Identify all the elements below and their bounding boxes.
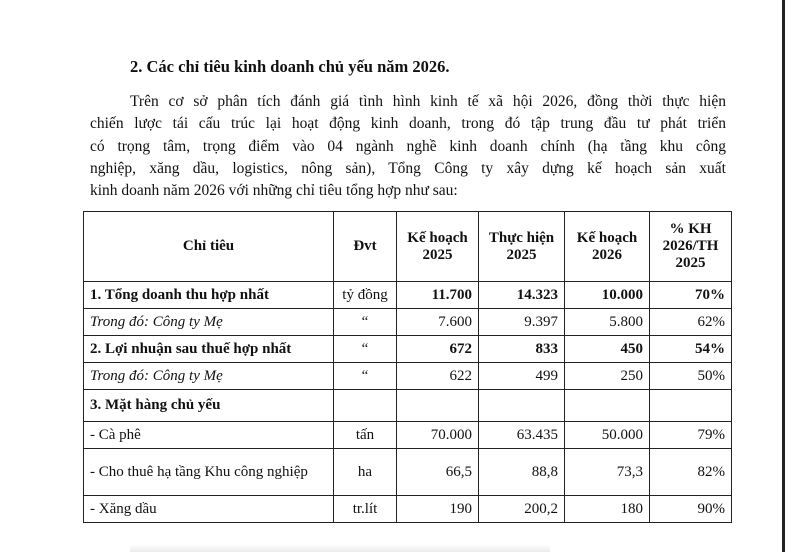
value-cell: 200,2 [479,496,565,523]
value-cell: 73,3 [565,449,650,496]
header-cell: Kế hoạch 2026 [565,212,650,282]
value-cell: 9.397 [479,309,565,336]
unit-cell [334,390,397,422]
value-cell: 180 [565,496,650,523]
unit-cell: tấn [334,422,397,449]
cut-off-text-hint [130,544,550,552]
table-row [84,422,732,449]
value-cell: 190 [397,496,479,523]
row-label: - Cho thuê hạ tầng Khu công nghiệp [84,449,334,496]
unit-cell: “ [334,309,397,336]
row-label: Trong đó: Công ty Mẹ [84,309,334,336]
table-row [84,336,732,363]
row-label: 3. Mặt hàng chủ yếu [84,390,334,422]
value-cell: 10.000 [565,282,650,309]
value-cell [397,390,479,422]
value-cell: 50.000 [565,422,650,449]
table-row [84,449,732,496]
percent-cell: 50% [650,363,732,390]
row-label: 2. Lợi nhuận sau thuế hợp nhất [84,336,334,363]
value-cell: 11.700 [397,282,479,309]
row-label: Trong đó: Công ty Mẹ [84,363,334,390]
paragraph-line: nghiệp, xăng dầu, logistics, nông sản), Tổng Công ty xây dựng kế hoạch sản xuất [90,159,726,177]
unit-cell: tỷ đồng [334,282,397,309]
value-cell [565,390,650,422]
page-edge [782,0,785,552]
unit-cell: tr.lít [334,496,397,523]
table-row [84,282,732,309]
table-row [84,390,732,422]
table-row [84,363,732,390]
percent-cell: 62% [650,309,732,336]
header-cell: Chỉ tiêu [84,212,334,282]
header-cell: % KH 2026/TH 2025 [650,212,732,282]
value-cell: 250 [565,363,650,390]
value-cell: 450 [565,336,650,363]
unit-cell: ha [334,449,397,496]
paragraph-line: kinh doanh năm 2026 với những chỉ tiêu tổng hợp như sau: [90,182,458,200]
table-row [84,309,732,336]
value-cell: 672 [397,336,479,363]
value-cell: 499 [479,363,565,390]
value-cell: 66,5 [397,449,479,496]
percent-cell: 90% [650,496,732,523]
unit-cell: “ [334,363,397,390]
indicators-table [83,211,732,523]
value-cell: 833 [479,336,565,363]
value-cell: 5.800 [565,309,650,336]
row-label: 1. Tổng doanh thu hợp nhất [84,282,334,309]
percent-cell: 70% [650,282,732,309]
value-cell [479,390,565,422]
value-cell: 88,8 [479,449,565,496]
table-header-row [84,212,732,282]
row-label: - Xăng dầu [84,496,334,523]
header-cell: Kế hoạch 2025 [397,212,479,282]
value-cell: 63.435 [479,422,565,449]
unit-cell: “ [334,336,397,363]
header-cell: Đvt [334,212,397,282]
percent-cell: 79% [650,422,732,449]
value-cell: 7.600 [397,309,479,336]
value-cell: 14.323 [479,282,565,309]
value-cell: 70.000 [397,422,479,449]
paragraph-line: Trên cơ sở phân tích đánh giá tình hình kinh tế xã hội 2026, đồng thời thực hiện [130,93,726,110]
value-cell: 622 [397,363,479,390]
header-cell: Thực hiện 2025 [479,212,565,282]
paragraph-line: chiến lược tái cấu trúc lại hoạt động kinh doanh, trong đó tập trung đầu tư phát triển [90,115,726,133]
intro-paragraph [90,91,726,202]
percent-cell: 82% [650,449,732,496]
section-heading: 2. Các chỉ tiêu kinh doanh chủ yếu năm 2026. [130,57,450,76]
percent-cell [650,390,732,422]
table-row [84,496,732,523]
paragraph-line: có trọng tâm, trọng điểm vào 04 ngành nghề kinh doanh chính (hạ tầng khu công [90,137,726,155]
percent-cell: 54% [650,336,732,363]
row-label: - Cà phê [84,422,334,449]
